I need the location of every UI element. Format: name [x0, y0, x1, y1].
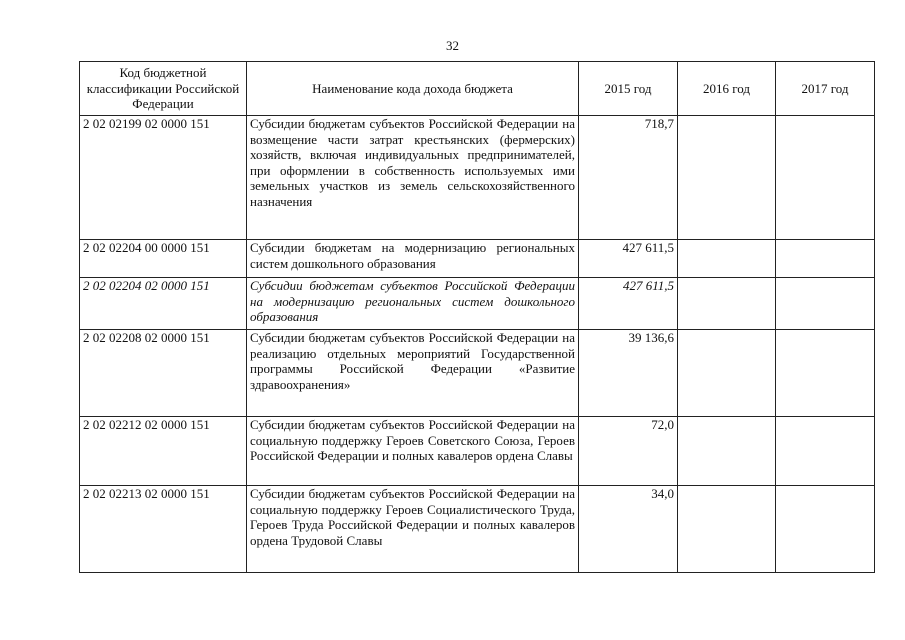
row-value-2017 — [776, 240, 875, 278]
row-value-2015: 427 611,5 — [579, 278, 678, 330]
row-name: Субсидии бюджетам субъектов Российской Федерации на модернизацию региональных систем дошкольного образования — [247, 278, 579, 330]
row-value-2015: 72,0 — [579, 417, 678, 486]
row-code: 2 02 02212 02 0000 151 — [80, 417, 247, 486]
row-name: Субсидии бюджетам на модернизацию региональных систем дошкольного образования — [247, 240, 579, 278]
row-value-2015: 427 611,5 — [579, 240, 678, 278]
table-header-row — [80, 62, 875, 116]
row-value-2016 — [678, 278, 776, 330]
row-code: 2 02 02213 02 0000 151 — [80, 486, 247, 573]
row-value-2017 — [776, 486, 875, 573]
header-2015: 2015 год — [579, 62, 678, 116]
table-row — [80, 486, 875, 573]
row-value-2017 — [776, 278, 875, 330]
table-row — [80, 240, 875, 278]
table-row — [80, 417, 875, 486]
row-value-2017 — [776, 417, 875, 486]
row-value-2017 — [776, 116, 875, 240]
row-code: 2 02 02204 00 0000 151 — [80, 240, 247, 278]
page-number: 32 — [446, 38, 459, 53]
row-code: 2 02 02199 02 0000 151 — [80, 116, 247, 240]
row-value-2016 — [678, 240, 776, 278]
row-value-2016 — [678, 417, 776, 486]
row-code: 2 02 02204 02 0000 151 — [80, 278, 247, 330]
header-name: Наименование кода дохода бюджета — [247, 62, 579, 116]
row-value-2015: 34,0 — [579, 486, 678, 573]
row-name: Субсидии бюджетам субъектов Российской Федерации на возмещение части затрат крестьянских (фермерских) хозяйств, включая индивидуальных предпринимателей, при оформлении в собственность используемых ими земельных участков из земель сельскохозяйственного назначения — [247, 116, 579, 240]
row-name: Субсидии бюджетам субъектов Российской Федерации на реализацию отдельных мероприятий Государственной программы Российской Федерации «Развитие здравоохранения» — [247, 330, 579, 417]
table-row — [80, 278, 875, 330]
header-2016: 2016 год — [678, 62, 776, 116]
row-name: Субсидии бюджетам субъектов Российской Федерации на социальную поддержку Героев Советского Союза, Героев Российской Федерации и полных кавалеров ордена Славы — [247, 417, 579, 486]
row-value-2016 — [678, 116, 776, 240]
header-2017: 2017 год — [776, 62, 875, 116]
table-row — [80, 330, 875, 417]
row-value-2015: 718,7 — [579, 116, 678, 240]
row-value-2017 — [776, 330, 875, 417]
table-row — [80, 116, 875, 240]
row-value-2016 — [678, 330, 776, 417]
row-name: Субсидии бюджетам субъектов Российской Федерации на социальную поддержку Героев Социалистического Труда, Героев Труда Российской Федерации и полных кавалеров ордена Трудовой Славы — [247, 486, 579, 573]
header-code: Код бюджетной классификации Российской Федерации — [80, 62, 247, 116]
budget-income-table — [79, 61, 875, 573]
row-code: 2 02 02208 02 0000 151 — [80, 330, 247, 417]
row-value-2015: 39 136,6 — [579, 330, 678, 417]
row-value-2016 — [678, 486, 776, 573]
